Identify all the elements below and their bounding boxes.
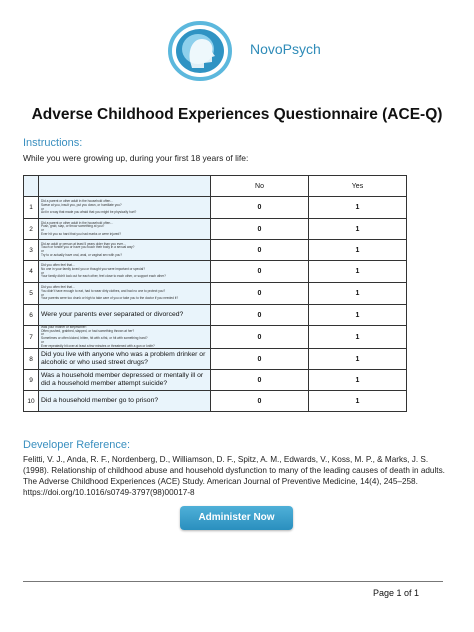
question-number: 2 (24, 219, 39, 240)
header-blank-cell (24, 176, 39, 197)
question-line: Did you often feel that… (41, 263, 76, 268)
question-line: Your family didn't look out for each other, feel close to each other, or support each other? (41, 274, 166, 279)
question-line: Your parents were too drunk or high to take care of you or take you to the doctor if you needed it? (41, 296, 179, 301)
ace-question-table (23, 175, 407, 412)
answer-no-cell[interactable]: 0 (211, 283, 309, 305)
question-line: or (41, 339, 44, 344)
question-line: or (41, 249, 44, 253)
header-question-cell (39, 176, 211, 197)
table-row (24, 240, 407, 261)
question-number: 1 (24, 197, 39, 219)
question-text (39, 219, 211, 240)
question-line: or (41, 228, 44, 232)
question-number: 4 (24, 261, 39, 283)
question-number: 9 (24, 370, 39, 391)
answer-yes-cell[interactable]: 1 (309, 261, 407, 283)
table-header-row (24, 176, 407, 197)
page-title: Adverse Childhood Experiences Questionnaire (ACE-Q) (31, 106, 443, 123)
answer-yes-cell[interactable]: 1 (309, 240, 407, 261)
answer-no-cell[interactable]: 0 (211, 261, 309, 283)
question-line: Did you live with anyone who was a problem drinker or alcoholic or who used street drugs? (41, 351, 206, 367)
table-row (24, 219, 407, 240)
answer-no-cell[interactable]: 0 (211, 349, 309, 370)
question-line: Touch or fondle you or have you touch their body in a sexual way? (41, 245, 135, 250)
question-line: Were your parents ever separated or divorced? (41, 311, 184, 318)
question-line: Try to or actually have oral, anal, or vaginal sex with you? (41, 252, 123, 257)
question-text (39, 326, 211, 349)
table-row (24, 283, 407, 305)
answer-yes-cell[interactable]: 1 (309, 326, 407, 349)
question-line: or (41, 206, 44, 211)
question-line: Act in a way that made you afraid that you might be physically hurt? (41, 210, 137, 215)
answer-yes-cell[interactable]: 1 (309, 219, 407, 240)
question-number: 8 (24, 349, 39, 370)
answer-no-cell[interactable]: 0 (211, 391, 309, 412)
brand-name: NovoPsych (250, 41, 321, 57)
answer-no-cell[interactable]: 0 (211, 197, 309, 219)
question-number: 3 (24, 240, 39, 261)
question-line: Did you often feel that… (41, 285, 76, 290)
header-yes: Yes (309, 176, 407, 197)
reference-heading: Developer Reference: (23, 439, 131, 451)
table-row (24, 391, 407, 412)
question-number: 6 (24, 305, 39, 326)
question-line: Ever repeatedly hit over at least a few minutes or threatened with a gun or knife? (41, 343, 155, 348)
question-line: or (41, 332, 44, 337)
question-line: You didn't have enough to eat, had to wear dirty clothes, and had no one to protect you? (41, 288, 166, 293)
question-line: or (41, 270, 44, 275)
answer-yes-cell[interactable]: 1 (309, 391, 407, 412)
question-line: Was a household member depressed or mentally ill or did a household member attempt suicide? (41, 372, 204, 388)
instructions-text: While you were growing up, during your first 18 years of life: (23, 153, 249, 163)
page-number: Page 1 of 1 (373, 588, 420, 598)
question-text (39, 391, 211, 412)
question-line: Did an adult or person at least 5 years older than you ever… (41, 241, 127, 246)
table-row (24, 197, 407, 219)
answer-no-cell[interactable]: 0 (211, 240, 309, 261)
question-line: Swear at you, insult you, put you down, or humiliate you? (41, 202, 122, 207)
answer-no-cell[interactable]: 0 (211, 219, 309, 240)
answer-no-cell[interactable]: 0 (211, 326, 309, 349)
question-number: 7 (24, 326, 39, 349)
answer-no-cell[interactable]: 0 (211, 370, 309, 391)
table-row (24, 349, 407, 370)
footer-divider (23, 581, 443, 582)
answer-yes-cell[interactable]: 1 (309, 305, 407, 326)
table-row (24, 305, 407, 326)
header-no: No (211, 176, 309, 197)
instructions-heading: Instructions: (23, 137, 83, 149)
question-line: Was your mother or stepmother: (41, 325, 87, 329)
novopsych-logo-icon (168, 21, 232, 81)
answer-yes-cell[interactable]: 1 (309, 349, 407, 370)
question-line: No one in your family loved you or thought you were important or special? (41, 266, 146, 271)
question-line: Did a parent or other adult in the household often… (41, 199, 114, 204)
question-text (39, 349, 211, 370)
question-number: 5 (24, 283, 39, 305)
question-text (39, 197, 211, 219)
question-line: Did a household member go to prison? (41, 397, 159, 405)
question-text (39, 370, 211, 391)
administer-now-button[interactable]: Administer Now (180, 506, 293, 530)
table-row (24, 326, 407, 349)
answer-yes-cell[interactable]: 1 (309, 197, 407, 219)
question-text (39, 261, 211, 283)
question-text (39, 283, 211, 305)
question-line: Often pushed, grabbed, slapped, or had something thrown at her? (41, 328, 135, 333)
question-text (39, 305, 211, 326)
question-line: Sometimes or often kicked, bitten, hit with a fist, or hit with something hard? (41, 336, 148, 341)
answer-no-cell[interactable]: 0 (211, 305, 309, 326)
question-text (39, 240, 211, 261)
answer-yes-cell[interactable]: 1 (309, 370, 407, 391)
question-line: Did a parent or other adult in the household often… (41, 220, 114, 225)
question-line: Ever hit you so hard that you had marks or were injured? (41, 231, 122, 236)
question-number: 10 (24, 391, 39, 412)
reference-text: Felitti, V. J., Anda, R. F., Nordenberg, D., Williamson, D. F., Spitz, A. M., Edwards, V., Koss, M. P., & Marks, J. S. (1998). Relationship of childhood abuse and household dysfunction to many of the leading causes of death in adults. The Adverse Childhood Experiences (ACE) Study. American Journal of Preventive Medicine, 14(4), 245–258. https://doi.org/10.1016/s0749-3797(98)00017-8 (23, 455, 445, 497)
table-row (24, 261, 407, 283)
answer-yes-cell[interactable]: 1 (309, 283, 407, 305)
question-line: Push, grab, slap, or throw something at you? (41, 224, 105, 229)
question-line: or (41, 292, 44, 297)
table-row (24, 370, 407, 391)
